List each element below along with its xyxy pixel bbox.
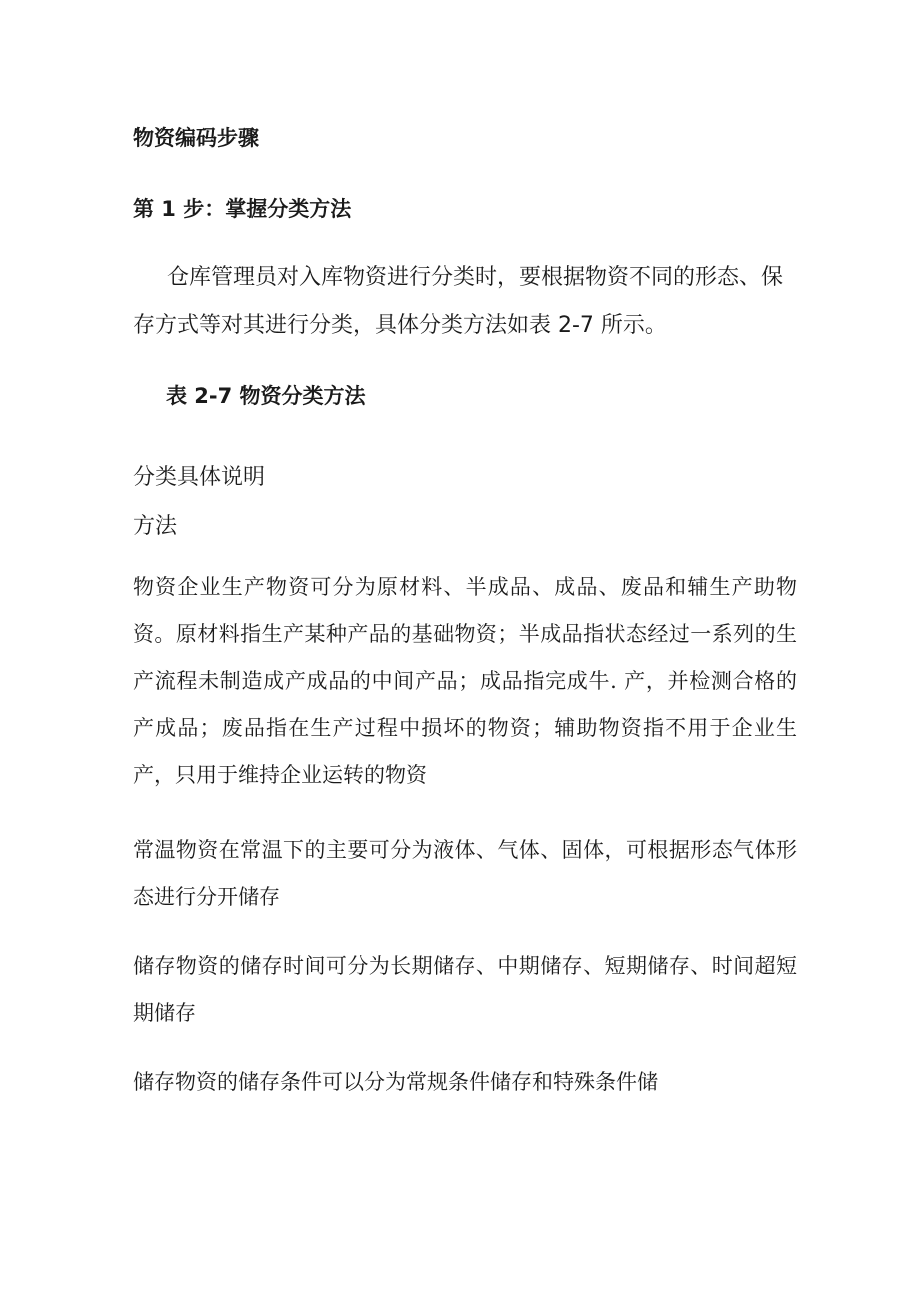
table-row-storage-condition: 储存物资的储存条件可以分为常规条件储存和特殊条件储 (133, 1070, 658, 1094)
table-header-line-1: 分类具体说明 (133, 465, 266, 490)
intro-paragraph: 仓库管理员对入库物资进行分类时，要根据物资不同的形态、保存方式等对其进行分类，具体分类方法如表 2-7 所示。 (133, 265, 784, 338)
table-caption: 表 2-7 物资分类方法 (166, 384, 366, 408)
table-header-line-2: 方法 (133, 514, 178, 539)
section-title: 物资编码步骤 (133, 126, 259, 150)
table-row-production: 物资企业生产物资可分为原材料、半成品、成品、废品和辅生产助物资。原材料指生产某种产品的基础物资；半成品指状态经过一系列的生产流程未制造成产成品的中间产品；成品指完成牛. 产，并检测合格的产成品；废品指在生产过程中损坏的物资；辅助物资指不用于企业生产，只用于维持企业运转的物资 (133, 575, 797, 787)
table-row-storage-time: 储存物资的储存时间可分为长期储存、中期储存、短期储存、时间超短期储存 (133, 954, 797, 1025)
step-heading: 第 1 步：掌握分类方法 (133, 197, 352, 221)
table-row-room-temperature: 常温物资在常温下的主要可分为液体、气体、固体，可根据形态气体形态进行分开储存 (133, 838, 797, 909)
